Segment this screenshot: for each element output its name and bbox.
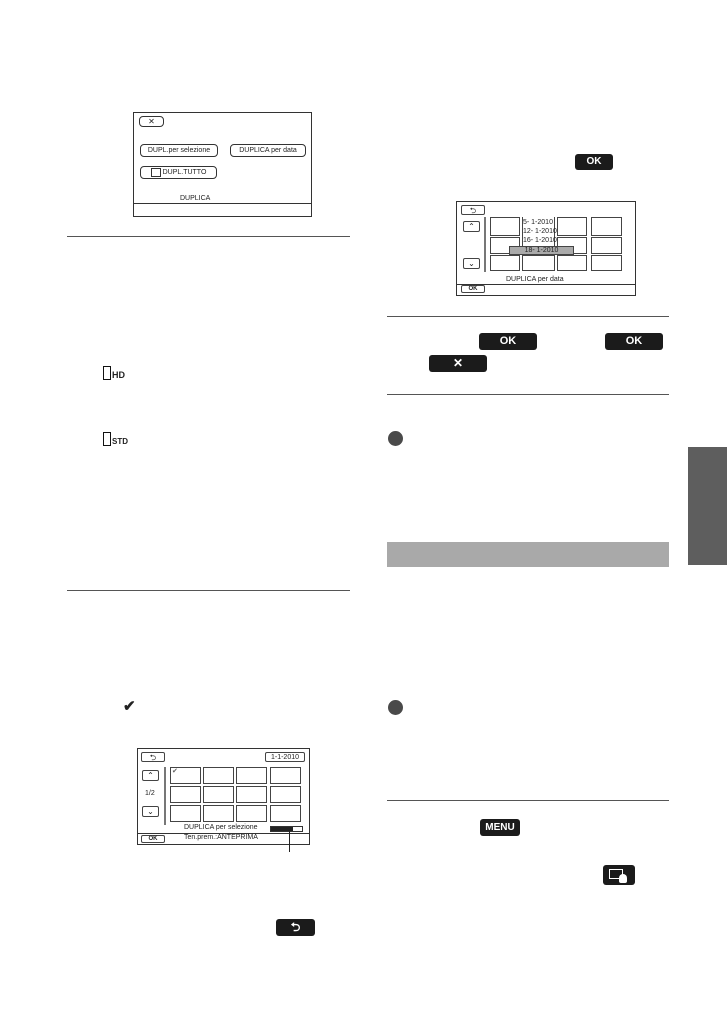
thumbnail[interactable]: [270, 786, 301, 803]
note-bullet-icon: [388, 700, 403, 715]
thumbnail[interactable]: [170, 767, 201, 784]
touch-finger: [619, 874, 627, 883]
close-button[interactable]: ✕: [139, 116, 164, 127]
dupl-tutto-button[interactable]: [140, 166, 217, 179]
thumbnail[interactable]: [591, 237, 622, 254]
duplica-menu-screen: [133, 112, 312, 217]
back-button[interactable]: ⮌: [461, 205, 485, 215]
thumbnail[interactable]: [170, 805, 201, 822]
section-heading-bar: [387, 542, 669, 567]
thumbnail[interactable]: [490, 255, 520, 271]
capacity-bar: [270, 826, 303, 832]
back-button[interactable]: ⮌: [141, 752, 165, 762]
page-shape: [103, 432, 111, 446]
preview-hint: Ten.prem.:ANTEPRIMA: [184, 834, 258, 841]
ok-button[interactable]: OK: [461, 285, 485, 293]
std-label: STD: [112, 437, 128, 446]
thumbnail[interactable]: [557, 217, 587, 236]
selection-title: DUPLICA per selezione: [184, 824, 258, 831]
thumbnail[interactable]: [591, 255, 622, 271]
std-media-icon: [103, 432, 131, 448]
date-item[interactable]: 16- 1-2010: [523, 237, 557, 244]
thumbnail[interactable]: [236, 805, 267, 822]
duplica-per-data-button[interactable]: DUPLICA per data: [230, 144, 306, 157]
thumbnail[interactable]: [522, 255, 555, 271]
date-screen: [456, 201, 636, 296]
date-item[interactable]: 5- 1-2010: [523, 219, 553, 226]
touch-icon: [603, 865, 635, 885]
thumbnail[interactable]: [236, 786, 267, 803]
page-shape: [103, 366, 111, 380]
ok-glyph-button: OK: [479, 333, 537, 350]
thumbnail[interactable]: [236, 767, 267, 784]
thumbnail[interactable]: [557, 255, 587, 271]
thumbnail[interactable]: [591, 217, 622, 236]
callout-line: [289, 828, 290, 852]
note-bullet-icon: [388, 431, 403, 446]
close-glyph-button: ✕: [429, 355, 487, 372]
scroll-up-button[interactable]: ⌃: [463, 221, 480, 232]
back-glyph-button: ⮌: [276, 919, 315, 936]
menu-screen-title: DUPLICA: [180, 195, 211, 202]
scrollbar[interactable]: [484, 217, 486, 272]
thumbnail[interactable]: [270, 805, 301, 822]
thumbnail[interactable]: [170, 786, 201, 803]
selection-screen: [137, 748, 310, 845]
section-rule: [67, 236, 350, 237]
hd-label: HD: [112, 370, 125, 380]
dupl-tutto-label: DUPL.TUTTO: [162, 169, 207, 176]
date-screen-title: DUPLICA per data: [506, 276, 564, 283]
thumbnail[interactable]: [203, 786, 234, 803]
page-indicator: 1/2: [145, 790, 155, 797]
ok-glyph-button: OK: [605, 333, 663, 350]
side-tab: [688, 447, 727, 565]
scroll-down-button[interactable]: ⌄: [463, 258, 480, 269]
ok-button[interactable]: OK: [141, 835, 165, 843]
section-rule: [387, 316, 669, 317]
dupl-per-selezione-button[interactable]: DUPL.per selezione: [140, 144, 218, 157]
scrollbar[interactable]: [164, 767, 166, 825]
date-item-selected[interactable]: 18- 1-2010: [509, 246, 574, 255]
date-badge: 1-1-2010: [265, 752, 305, 762]
scroll-up-button[interactable]: ⌃: [142, 770, 159, 781]
menu-glyph-button: MENU: [480, 819, 520, 836]
section-rule: [387, 800, 669, 801]
ok-glyph-button: OK: [575, 154, 613, 170]
section-rule: [387, 394, 669, 395]
thumbnail[interactable]: [270, 767, 301, 784]
date-item[interactable]: 12- 1-2010: [523, 228, 557, 235]
thumbnail[interactable]: [490, 217, 520, 236]
check-icon: ✔: [123, 698, 136, 715]
menu-screen-divider: [134, 203, 311, 204]
thumbnail[interactable]: [203, 767, 234, 784]
section-rule: [67, 590, 350, 591]
scroll-down-button[interactable]: ⌄: [142, 806, 159, 817]
check-mark-icon: ✔: [172, 768, 178, 775]
media-icon: [151, 168, 161, 177]
thumbnail[interactable]: [203, 805, 234, 822]
hd-media-icon: [103, 366, 127, 382]
